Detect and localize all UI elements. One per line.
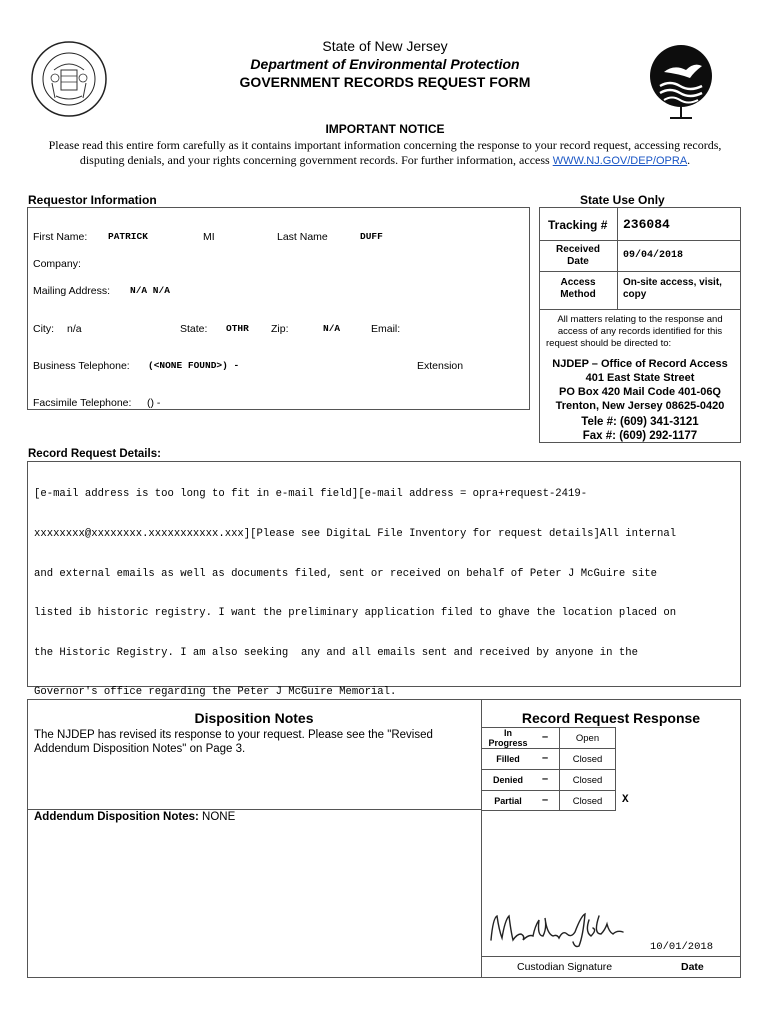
details-line: [e-mail address is too long to fit in e-mail field][e-mail address = opra+request-2419- — [34, 488, 588, 501]
tracking-number: 236084 — [623, 217, 670, 232]
notice-line-2 — [0, 153, 770, 168]
mailing-address-label: Mailing Address: — [33, 285, 111, 297]
status-label-filled: Filled — [496, 754, 520, 764]
signature-date: 10/01/2018 — [650, 941, 714, 953]
matters-line-2: access of any records identified for this — [557, 326, 723, 337]
addendum-value: NONE — [202, 811, 236, 823]
details-line: Governor's office regarding the Peter J McGuire Memorial. — [34, 686, 397, 699]
received-date-value: 09/04/2018 — [623, 250, 684, 261]
status-dash: – — [542, 794, 549, 806]
access-value-line-1: On-site access, visit, — [623, 277, 722, 288]
addendum-label: Addendum Disposition Notes: — [34, 811, 199, 823]
state-label: State: — [180, 323, 208, 335]
record-request-details-text — [34, 462, 739, 713]
city-label: City: — [33, 323, 54, 335]
email-label: Email: — [371, 323, 401, 335]
office-tel: Tele #: (609) 341-3121 — [581, 416, 699, 428]
mailing-address-field[interactable]: N/A N/A — [130, 285, 170, 296]
business-telephone-field[interactable]: (<NONE FOUND>) - — [148, 360, 240, 371]
disposition-note — [34, 728, 433, 756]
custodian-signature-image — [487, 906, 627, 950]
business-telephone-label: Business Telephone: — [33, 360, 130, 372]
state-field[interactable]: OTHR — [226, 323, 249, 334]
in-progress-line-1: In — [504, 728, 512, 738]
mi-label: MI — [203, 231, 215, 243]
facsimile-telephone-field[interactable]: () - — [147, 397, 161, 409]
state-use-divider-3 — [539, 309, 741, 310]
city-field[interactable]: n/a — [67, 323, 82, 335]
partial-selected-mark[interactable]: X — [622, 794, 629, 806]
header-department: Department of Environmental Protection — [250, 56, 520, 72]
disposition-note-line-2: Addendum Disposition Notes" on Page 3. — [34, 743, 246, 755]
access-label-line-2: Method — [560, 289, 596, 300]
opra-link[interactable]: WWW.NJ.GOV/DEP/OPRA — [552, 155, 688, 167]
received-label-line-2: Date — [567, 256, 589, 267]
details-line: listed ib historic registry. I want the preliminary application filed to ghave the location placed on — [34, 607, 677, 620]
status-dash: – — [542, 752, 549, 764]
response-grid-row-divider — [481, 748, 616, 749]
access-label-line-1: Access — [560, 277, 596, 288]
disposition-note-line-1: The NJDEP has revised its response to your request. Please see the "Revised — [34, 729, 433, 741]
page-title: GOVERNMENT RECORDS REQUEST FORM — [239, 74, 531, 90]
requestor-section-title: Requestor Information — [28, 193, 157, 207]
notice-line-1: Please read this entire form carefully as it contains important information concerning the response to your record request, accessing records, — [48, 138, 722, 152]
signature-line — [481, 956, 741, 957]
facsimile-telephone-label: Facsimile Telephone: — [33, 397, 132, 409]
status-value-filled-closed: Closed — [572, 754, 603, 765]
notice-period: . — [687, 153, 691, 167]
details-line: and external emails as well as documents filed, sent or received on behalf of Peter J McGuire site — [34, 567, 658, 580]
state-use-divider-1 — [539, 240, 741, 241]
addendum-disposition-notes — [34, 811, 235, 823]
access-value-line-2: copy — [623, 289, 647, 300]
notice-title: IMPORTANT NOTICE — [325, 122, 445, 136]
in-progress-line-2: Progress — [488, 738, 528, 748]
record-request-response-title: Record Request Response — [521, 710, 701, 726]
last-name-label: Last Name — [277, 231, 328, 243]
disposition-notes-title: Disposition Notes — [194, 710, 314, 726]
state-use-title: State Use Only — [580, 193, 665, 207]
status-label-partial: Partial — [494, 796, 522, 806]
office-line-1: NJDEP – Office of Record Access — [552, 358, 728, 370]
zip-field[interactable]: N/A — [323, 323, 341, 334]
njdep-logo — [646, 42, 716, 120]
matters-line-3: request should be directed to: — [546, 338, 672, 349]
status-dash: – — [542, 773, 549, 785]
record-request-details-title: Record Request Details: — [28, 448, 161, 460]
received-label-line-1: Received — [556, 244, 600, 255]
access-method-label — [539, 277, 617, 301]
office-line-2: 401 East State Street — [585, 372, 695, 384]
response-grid-row-divider — [481, 769, 616, 770]
notice-line-2-text: disputing denials, and your rights concerning government records. For further information, access — [79, 153, 553, 167]
matters-line-1: All matters relating to the response and — [557, 314, 723, 325]
last-name-field[interactable]: DUFF — [360, 231, 383, 242]
company-label: Company: — [33, 258, 81, 270]
custodian-signature-label: Custodian Signature — [517, 961, 613, 973]
response-grid-row-divider — [481, 790, 616, 791]
state-use-divider-2 — [539, 271, 741, 272]
date-label: Date — [681, 961, 704, 973]
status-value-open: Open — [575, 733, 600, 744]
status-label-denied: Denied — [492, 775, 523, 785]
access-method-value — [623, 277, 722, 301]
disposition-addendum-divider — [27, 809, 481, 810]
first-name-field[interactable]: PATRICK — [108, 231, 148, 242]
received-date-label — [539, 244, 617, 268]
status-dash: – — [542, 731, 549, 743]
office-address — [539, 357, 741, 443]
status-label-in-progress — [483, 728, 533, 748]
status-value-denied-closed: Closed — [572, 775, 603, 786]
details-line: xxxxxxxx@xxxxxxxx.xxxxxxxxxxx.xxx][Please see DigitaL File Inventory for request details]All internal — [34, 528, 677, 541]
state-use-column-divider — [617, 207, 618, 309]
header-state: State of New Jersey — [322, 38, 448, 54]
office-fax: Fax #: (609) 292-1177 — [582, 430, 698, 442]
office-line-3: PO Box 420 Mail Code 401-06Q — [558, 386, 721, 398]
matters-notice — [539, 314, 741, 350]
zip-label: Zip: — [271, 323, 289, 335]
extension-label: Extension — [417, 360, 464, 372]
details-line: the Historic Registry. I am also seeking any and all emails sent and received by anyone in the — [34, 646, 638, 659]
tracking-label: Tracking # — [548, 218, 608, 232]
office-line-4: Trenton, New Jersey 08625-0420 — [555, 400, 725, 412]
status-value-partial-closed: Closed — [572, 796, 603, 807]
first-name-label: First Name: — [33, 231, 88, 243]
